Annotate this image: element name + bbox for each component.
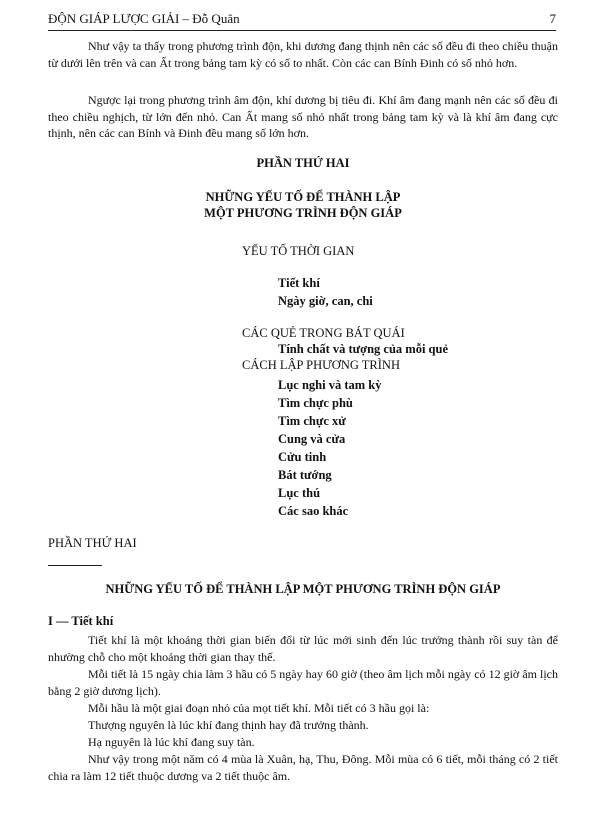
body-paragraph: Mỗi tiết là 15 ngày chia làm 3 hầu có 5 ngày hay 60 giờ (theo âm lịch mỗi ngày có 12 giờ âm lịch bằng 2 giờ dương lịch). bbox=[48, 667, 558, 698]
running-title: ĐỘN GIÁP LƯỢC GIẢI – Đỗ Quân bbox=[48, 11, 240, 26]
toc-item: Tìm chực phù bbox=[278, 396, 353, 410]
toc-item: Tính chất và tượng của mỗi quẻ bbox=[278, 342, 449, 356]
toc-main-title-line2: MỘT PHƯƠNG TRÌNH ĐỘN GIÁP bbox=[204, 206, 402, 220]
toc-item: Tiết khí bbox=[278, 276, 320, 290]
toc-section-time: YẾU TỐ THỜI GIAN bbox=[242, 244, 355, 258]
toc-item: Bát tướng bbox=[278, 468, 332, 482]
toc-item: Cửu tinh bbox=[278, 450, 327, 464]
toc-item: Lục thú bbox=[278, 486, 321, 500]
toc-item: Ngày giờ, can, chi bbox=[278, 294, 373, 308]
intro-paragraph-2: Ngược lại trong phương trình âm độn, khí dương bị tiêu đi. Khí âm đang mạnh nên các số đều đi theo chiều nghịch, từ lớn đến nhỏ. Can Ất mang số nhỏ nhất trong bảng tam kỳ và là khí âm đang cực thịnh, nên các can Bính và Đinh đều mang số lớn hơn. bbox=[48, 93, 558, 140]
page-header bbox=[48, 8, 556, 31]
body-paragraph: Thượng nguyên là lúc khí đang thịnh hay đã trưởng thành. bbox=[88, 718, 369, 732]
section-label: I — Tiết khí bbox=[48, 614, 114, 628]
divider-rule bbox=[48, 565, 102, 566]
toc-main-title-line1: NHỮNG YẾU TỐ ĐỂ THÀNH LẬP bbox=[205, 190, 401, 204]
toc-item: Lục nghi và tam kỳ bbox=[278, 378, 382, 392]
body-paragraph: Mỗi hầu là một giai đoạn nhỏ của mọt tiết khí. Mỗi tiết có 3 hầu gọi là: bbox=[88, 701, 430, 715]
body-heading: NHỮNG YẾU TỐ ĐỂ THÀNH LẬP MỘT PHƯƠNG TRÌNH ĐỘN GIÁP bbox=[105, 582, 501, 596]
toc-section-method: CÁCH LẬP PHƯƠNG TRÌNH bbox=[242, 358, 400, 372]
toc-item: Cung và cửa bbox=[278, 432, 346, 446]
body-paragraph: Hạ nguyên là lúc khí đang suy tàn. bbox=[88, 735, 255, 749]
toc-section-trigrams: CÁC QUẺ TRONG BÁT QUÁI bbox=[242, 326, 405, 340]
toc-part-title: PHẦN THỨ HAI bbox=[256, 156, 350, 170]
body-paragraph: Tiết khí là một khoảng thời gian biến đổi từ lúc mới sinh đến lúc trưởng thành rồi suy tàn để nhường chỗ cho một khoảng thời gian thay thế. bbox=[48, 633, 558, 664]
toc-item: Các sao khác bbox=[278, 504, 349, 518]
toc-item: Tìm chực xử bbox=[278, 414, 346, 428]
page-number: 7 bbox=[549, 11, 556, 26]
body-part-label: PHẦN THỨ HAI bbox=[48, 536, 137, 550]
body-paragraph: Như vậy trong một năm có 4 mùa là Xuân, hạ, Thu, Đông. Mỗi mùa có 6 tiết, mỗi tháng có 2 tiết chia ra làm 12 tiết thuộc dương va 2 tiết thuộc âm. bbox=[48, 752, 558, 783]
intro-paragraph-1: Như vậy ta thấy trong phương trình độn, khi dương đang thịnh nên các số đều đi theo chiều thuận từ dưới lên trên và can Ất trong bảng tam kỳ có số to nhất. Còn các can Bính Đinh có số nhỏ hơn. bbox=[48, 39, 558, 70]
